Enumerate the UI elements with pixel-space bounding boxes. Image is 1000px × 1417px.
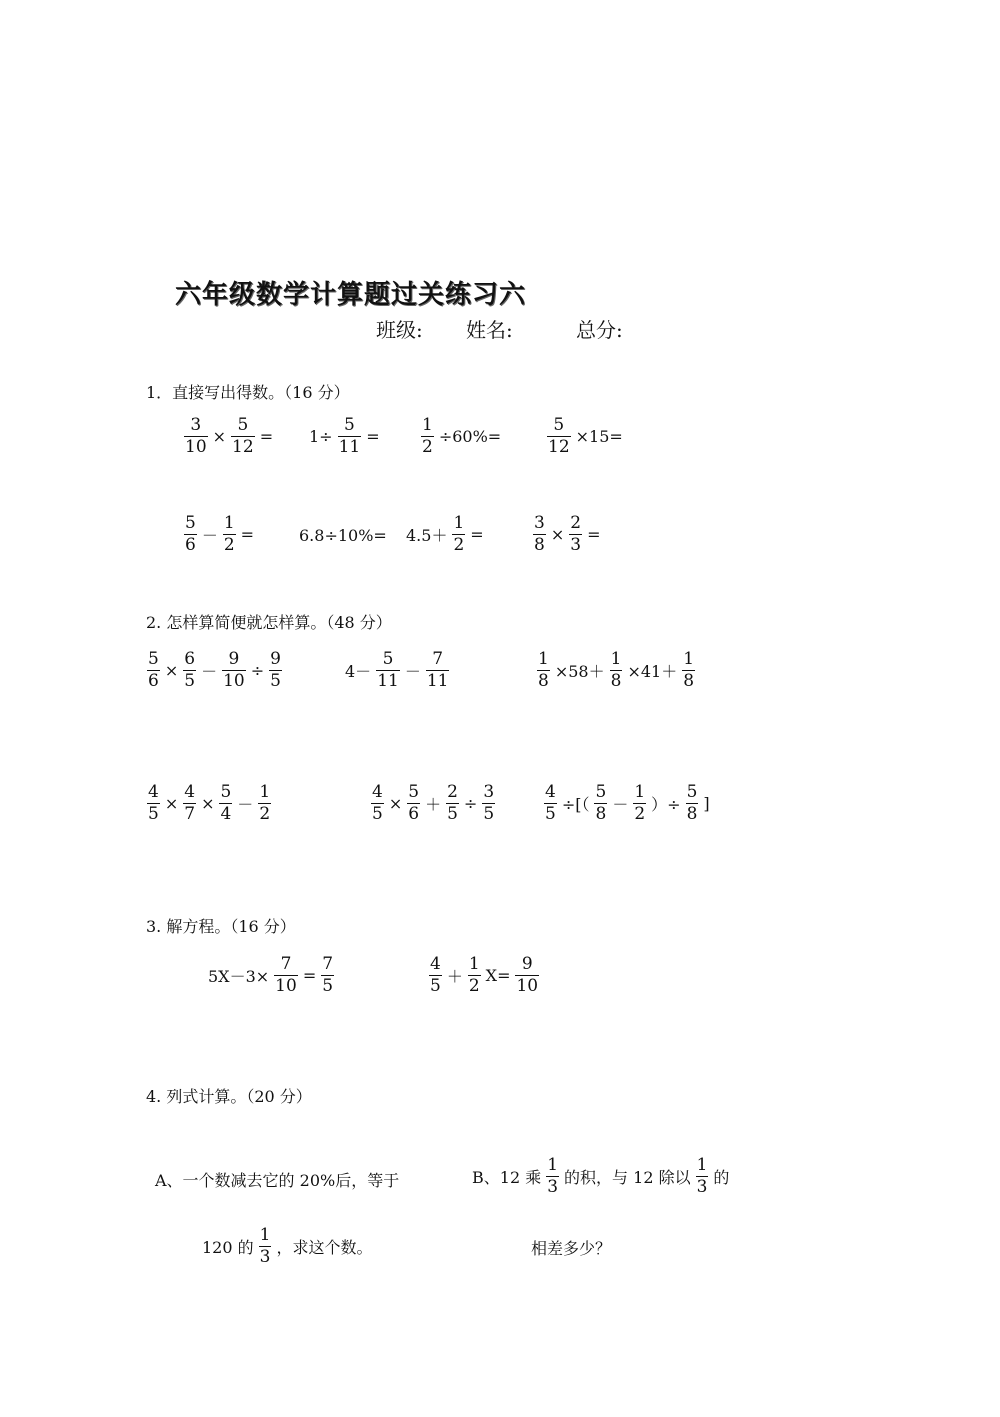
denominator: 2	[453, 535, 465, 555]
numerator: 1	[223, 513, 235, 533]
expression-text: 6.8÷10%=	[299, 526, 387, 545]
name-field-label: 姓名:	[466, 318, 513, 342]
numerator: 7	[432, 649, 444, 669]
fraction	[147, 783, 160, 824]
numerator: 1	[610, 649, 622, 669]
fraction	[259, 1226, 272, 1267]
denominator: 5	[270, 671, 281, 691]
numerator: 7	[322, 954, 334, 974]
numerator: 7	[280, 954, 292, 974]
class-field-label: 班级:	[376, 318, 423, 342]
expression-text: 1÷	[309, 427, 333, 446]
numerator: 3	[534, 513, 545, 533]
numerator: 3	[483, 782, 495, 802]
denominator: 11	[338, 437, 361, 457]
denominator: 5	[447, 804, 458, 824]
fraction	[569, 514, 582, 555]
expression-text: 的	[713, 1168, 730, 1187]
denominator: 5	[372, 804, 383, 824]
fraction	[633, 783, 646, 824]
expression-text: －	[201, 526, 218, 545]
expression-text: ）÷	[651, 795, 681, 814]
expression-text: ，求这个数。	[276, 1238, 373, 1257]
fraction	[376, 650, 400, 691]
denominator: 5	[184, 671, 196, 691]
expression-text: ×	[388, 794, 403, 813]
expression-text: ＋	[425, 795, 442, 814]
problem	[296, 526, 390, 545]
numerator: 6	[184, 649, 196, 669]
expression-text: －	[612, 795, 629, 814]
denominator: 5	[545, 804, 556, 824]
problem	[427, 955, 541, 996]
expression-text: －	[201, 662, 218, 681]
numerator: 1	[696, 1155, 708, 1175]
numerator: 5	[220, 782, 232, 802]
fraction	[183, 783, 196, 824]
problem	[403, 514, 487, 555]
denominator: 8	[610, 671, 622, 691]
expression-text: =	[302, 966, 317, 985]
denominator: 5	[148, 804, 159, 824]
denominator: 4	[220, 804, 232, 824]
fraction	[184, 416, 208, 457]
denominator: 3	[696, 1177, 708, 1197]
numerator: 4	[430, 954, 441, 974]
numerator: 2	[447, 782, 458, 802]
numerator: 1	[468, 954, 480, 974]
fraction	[546, 1156, 559, 1197]
denominator: 12	[548, 437, 570, 457]
section-heading: 3. 解方程。（16 分）	[146, 917, 296, 936]
fraction	[468, 955, 481, 996]
fraction	[258, 783, 271, 824]
numerator: 1	[547, 1155, 559, 1175]
fraction	[274, 955, 298, 996]
denominator: 8	[595, 804, 607, 824]
fraction	[371, 783, 384, 824]
expression-text: ×	[164, 794, 179, 813]
expression-text: 120 的	[202, 1238, 254, 1257]
expression-text: 的积，与 12 除以	[564, 1168, 691, 1187]
denominator: 5	[322, 976, 334, 996]
numerator: 4	[148, 782, 159, 802]
expression-text: －	[404, 662, 421, 681]
problem	[182, 416, 276, 457]
expression-text: ＋	[446, 967, 463, 986]
expression-text: ÷	[463, 794, 478, 813]
numerator: 5	[237, 415, 249, 435]
fraction	[147, 650, 160, 691]
denominator: 2	[634, 804, 646, 824]
fraction	[231, 416, 255, 457]
expression-text: ×41＋	[627, 662, 678, 681]
denominator: 6	[148, 671, 159, 691]
numerator: 5	[686, 782, 698, 802]
fraction	[544, 783, 557, 824]
expression-text: =	[240, 525, 255, 544]
fraction	[269, 650, 282, 691]
word-problem-a	[152, 1168, 402, 1191]
fraction	[452, 514, 465, 555]
word-problem-b	[469, 1156, 732, 1197]
fraction	[223, 514, 236, 555]
section-heading: 2. 怎样算简便就怎样算。（48 分）	[146, 613, 392, 632]
numerator: 9	[228, 649, 240, 669]
denominator: 3	[547, 1177, 559, 1197]
fraction	[696, 1156, 709, 1197]
expression-text: ]	[703, 794, 710, 813]
numerator: 9	[521, 954, 533, 974]
total-score-label: 总分:	[576, 318, 623, 342]
expression-text: X=	[485, 966, 511, 985]
numerator: 1	[259, 1225, 271, 1245]
numerator: 9	[270, 649, 281, 669]
denominator: 8	[686, 804, 698, 824]
expression-text: ×	[212, 427, 227, 446]
expression-text: =	[366, 427, 380, 446]
denominator: 11	[377, 671, 399, 691]
numerator: 1	[683, 649, 695, 669]
denominator: 10	[223, 671, 245, 691]
fraction	[594, 783, 607, 824]
expression-text: ×15=	[575, 427, 623, 446]
denominator: 3	[570, 535, 582, 555]
fraction	[421, 416, 434, 457]
problem	[419, 416, 504, 457]
fraction	[446, 783, 459, 824]
numerator: 1	[634, 782, 646, 802]
denominator: 2	[468, 976, 480, 996]
problem	[306, 416, 383, 457]
fraction	[682, 650, 695, 691]
denominator: 2	[422, 437, 433, 457]
numerator: 5	[408, 782, 420, 802]
denominator: 6	[408, 804, 420, 824]
numerator: 5	[344, 415, 355, 435]
page-title: 六年级数学计算题过关练习六	[175, 280, 527, 310]
fraction	[338, 416, 362, 457]
expression-text: ×	[164, 661, 179, 680]
denominator: 8	[683, 671, 695, 691]
expression-text: =	[259, 427, 274, 446]
numerator: 5	[595, 782, 607, 802]
numerator: 4	[372, 782, 383, 802]
numerator: 2	[570, 513, 582, 533]
fraction	[537, 650, 550, 691]
denominator: 11	[426, 671, 449, 691]
fraction	[321, 955, 334, 996]
fraction	[515, 955, 539, 996]
fraction	[686, 783, 699, 824]
expression-text: B、12 乘	[472, 1168, 542, 1187]
denominator: 12	[232, 437, 254, 457]
expression-text: －	[237, 795, 254, 814]
fraction	[222, 650, 246, 691]
fraction	[184, 514, 197, 555]
problem	[182, 514, 257, 555]
problem	[342, 650, 451, 691]
denominator: 10	[275, 976, 297, 996]
denominator: 2	[223, 535, 235, 555]
numerator: 3	[190, 415, 202, 435]
expression-text: 4.5＋	[406, 526, 448, 545]
denominator: 8	[538, 671, 549, 691]
numerator: 4	[545, 782, 556, 802]
expression-text: 相差多少？	[531, 1239, 612, 1258]
fraction	[183, 650, 196, 691]
word-problem-b-cont	[528, 1236, 614, 1259]
expression-text: ÷[（	[561, 795, 590, 814]
expression-text: =	[470, 525, 484, 544]
denominator: 5	[483, 804, 495, 824]
expression-text: ÷60%=	[438, 427, 502, 446]
section-heading: 4. 列式计算。（20 分）	[146, 1087, 312, 1106]
denominator: 6	[185, 535, 196, 555]
denominator: 7	[184, 804, 196, 824]
numerator: 5	[148, 649, 159, 669]
numerator: 1	[422, 415, 433, 435]
expression-text: =	[587, 525, 601, 544]
numerator: 5	[185, 513, 196, 533]
numerator: 1	[453, 513, 465, 533]
problem	[369, 783, 497, 824]
expression-text: 4－	[345, 662, 372, 681]
problem	[205, 955, 336, 996]
fraction	[610, 650, 623, 691]
expression-text: ×	[201, 794, 215, 813]
expression-text: ×	[550, 525, 565, 544]
word-problem-a-cont	[199, 1226, 375, 1267]
denominator: 10	[185, 437, 207, 457]
fraction	[482, 783, 495, 824]
fraction	[533, 514, 546, 555]
problem	[542, 783, 713, 824]
problem	[535, 650, 697, 691]
denominator: 2	[259, 804, 271, 824]
problem	[145, 783, 273, 824]
numerator: 4	[184, 782, 196, 802]
numerator: 5	[553, 415, 565, 435]
denominator: 10	[516, 976, 539, 996]
expression-text: ×58＋	[554, 662, 605, 681]
expression-text: ÷	[250, 661, 265, 680]
fraction	[429, 955, 442, 996]
numerator: 5	[382, 649, 394, 669]
fraction	[547, 416, 571, 457]
denominator: 3	[259, 1247, 271, 1267]
expression-text: 5X－3×	[208, 967, 270, 986]
problem	[145, 650, 284, 691]
section-heading: 1．直接写出得数。（16 分）	[146, 383, 350, 402]
fraction	[426, 650, 450, 691]
numerator: 1	[538, 649, 549, 669]
denominator: 5	[430, 976, 441, 996]
problem	[531, 514, 603, 555]
fraction	[219, 783, 232, 824]
problem	[545, 416, 626, 457]
numerator: 1	[259, 782, 271, 802]
denominator: 8	[534, 535, 545, 555]
fraction	[407, 783, 420, 824]
expression-text: A、一个数减去它的 20%后，等于	[155, 1171, 400, 1190]
